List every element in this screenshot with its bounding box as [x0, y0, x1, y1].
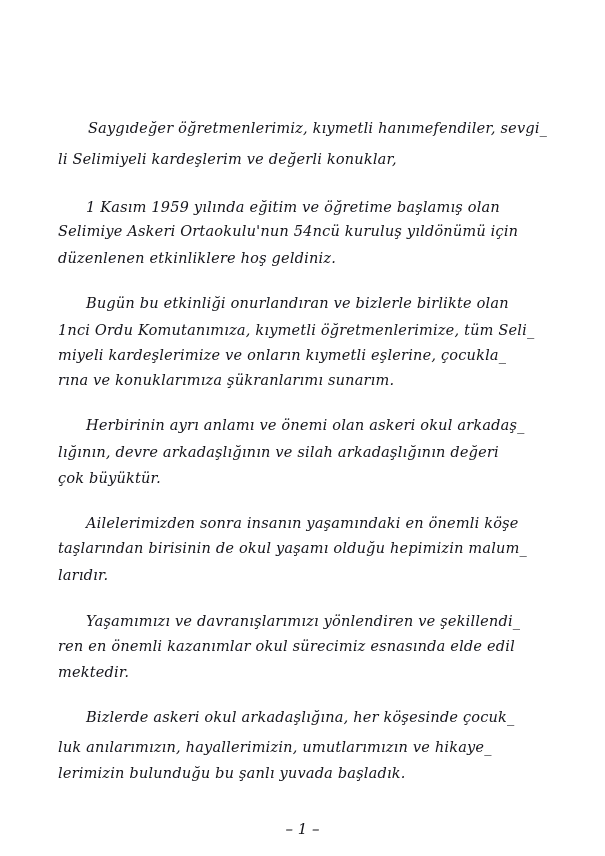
text-line: Selimiye Askeri Ortaokulu'nun 54ncü kuruluş yıldönümü için — [58, 224, 519, 240]
text-line: miyeli kardeşlerimize ve onların kıymetli eşlerine, çocukla_ — [58, 348, 507, 364]
text-line: lığının, devre arkadaşlığının ve silah arkadaşlığının değeri — [58, 445, 499, 461]
text-line: luk anılarımızın, hayallerimizin, umutlarımızın ve hikaye_ — [58, 740, 492, 756]
text-line: lerimizin bulunduğu bu şanlı yuvada başladık. — [58, 766, 406, 782]
text-line: 1 Kasım 1959 yılında eğitim ve öğretime başlamış olan — [86, 200, 500, 216]
text-line: Saygıdeğer öğretmenlerimiz, kıymetli hanımefendiler, sevgi_ — [88, 121, 548, 137]
text-line: mektedir. — [58, 665, 130, 681]
text-line: rına ve konuklarımıza şükranlarımı sunarım. — [58, 373, 395, 389]
text-line: Herbirinin ayrı anlamı ve önemi olan askeri okul arkadaş_ — [86, 418, 525, 434]
text-line: Yaşamımızı ve davranışlarımızı yönlendiren ve şekillendi_ — [86, 614, 521, 630]
text-line: larıdır. — [58, 568, 109, 584]
text-line: li Selimiyeli kardeşlerim ve değerli konuklar, — [58, 152, 397, 168]
text-line: 1nci Ordu Komutanımıza, kıymetli öğretmenlerimize, tüm Seli_ — [58, 323, 535, 339]
text-line: çok büyüktür. — [58, 471, 161, 487]
text-line: Ailelerimizden sonra insanın yaşamındaki en önemli köşe — [86, 516, 519, 532]
text-line: Bugün bu etkinliği onurlandıran ve bizlerle birlikte olan — [86, 296, 509, 312]
text-line: düzenlenen etkinliklere hoş geldiniz. — [58, 251, 337, 267]
text-line: ren en önemli kazanımlar okul sürecimiz esnasında elde edil — [58, 639, 515, 655]
page-number: – 1 – — [285, 820, 320, 838]
text-line: Bizlerde askeri okul arkadaşlığına, her köşesinde çocuk_ — [86, 710, 515, 726]
text-line: taşlarından birisinin de okul yaşamı olduğu hepimizin malum_ — [58, 541, 527, 557]
